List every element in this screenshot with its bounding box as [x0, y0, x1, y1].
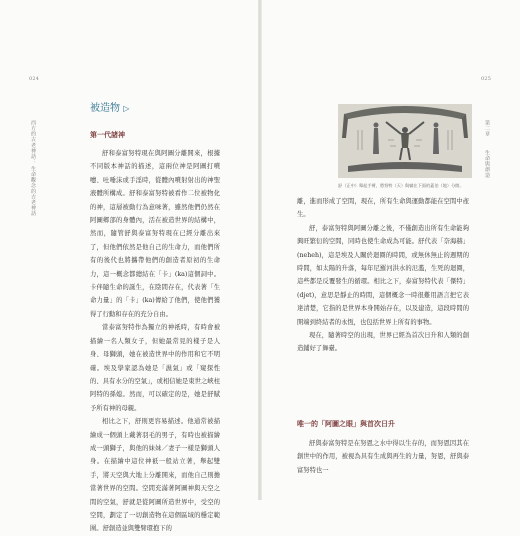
left-paragraph-2: 當泰富努特作為獨立的神祇時，有時會被描繪一名人類女子，但她最常見的樣子是人身、母獅頭，她在被造世界中的作用和它不明確。埃及學家認為她是「濕氣」或「窺探性的、具有水分的空氣」，或相信她是東世之峽柱阿特的孫媳。然而，可以確定的是，她是舒賦予所有神的母親。 [90, 324, 220, 412]
left-page-number: 024 [29, 76, 40, 82]
section-marker-icon: ▷ [123, 104, 130, 113]
right-body-text-last [297, 437, 469, 477]
subsection-title-eye-of-atum: 唯一的「阿圖之眼」與首次日升 [297, 420, 395, 428]
left-body-text [90, 147, 220, 536]
right-paragraph-3: 現在，隨著時空的出現，世界已經為首次日升和人類的創造鋪好了舞臺。 [297, 332, 469, 353]
right-paragraph-2: 舒，泰富努特與阿圖分離之後，不僅創造出所有生命能夠興旺繁衍的空間，同時也使生命成為可能。舒代表「奈海赫」(neheh)，這是埃及人關於迴圈的時間，或無休無止的週期的時間，如太陽的升落，每年尼羅河洪水的氾濫，生死的迴圈，這些都是反覆發生的循環。相比之下，泰富努特代表「傑特」(djet)，意思是靜止的時間，這個概念一時很難用語言把它表達清楚，它指的是世界本身開始存在，以及建造，這段時間的開端到終結者的永恆，也包括世界上所有的事物。 [297, 224, 469, 326]
right-running-head-book: 第二章 [484, 120, 490, 137]
egyptian-papyrus-illustration [338, 104, 472, 178]
right-body-text [297, 195, 469, 356]
subsection-title-first-gods: 第一代諸神 [90, 131, 125, 139]
section-title [90, 99, 129, 114]
left-paragraph-1: 舒和泰富努特現在與阿圖分離開來，根據不同版本神話的描述，這兩位神是阿圖打噴嚏、吐唾沫或手淫時，從體內噴射射出的神聖液體所構成。舒和泰富努特被看作二位被物化的神，這層被動行為意味著，雖然他們仍然在阿圖鄉部的身體內，活在被造世界的結構中，然而，隨管舒與泰富努特現在已經分離出來了，但他們依然是他自己的生命力，而他們所有的後代也將攜帶他們的創造者原初的生命力，這一概念都總結在「卡」(ka)這個詞中。卡伴隨生命的誕生，在陰間存在，代表著「生命力量」的「卡」(ka)傳給了他們，使他們獲得了行動和存在的充分自由。 [90, 150, 220, 318]
left-running-head-book: 西方的古老神話： [30, 120, 36, 165]
right-page-number: 025 [481, 76, 492, 82]
left-running-head-chapter: 生命觀念的古老神話 [30, 166, 36, 217]
right-paragraph-1: 離，進而形成了空間，現在，所有生命與運動都能在空間中產生。 [297, 198, 469, 219]
figure-caption: 舒（正中）舉起手臂，將努特（天）與躺在下面的蓋伯（地）分開。 [338, 183, 464, 188]
papyrus-drawing [338, 104, 472, 178]
section-title-text: 被造物 [90, 103, 120, 114]
book-gutter [258, 0, 262, 500]
right-running-head-chapter: 生命與創造 [484, 150, 490, 178]
left-paragraph-3: 相比之下，舒則更容易描述。他通常被描繪成一個頭上戴著羽毛的男子，有時也被描繪成一頭獅子，與他的妹妹／妻子一樣是獅頭人身。在描繪中這位神祇一般站立著，舉起雙手，將天空與大地上分離開來，而他自己則擔當著世界的空間。空間充滿著阿圖神與天空之間的空氣，舒就是從阿圖所造世界中，受空的空間，劃定了一切創造物在這個區域的穩定範圍。舒創造並與雙臂環抱下的 [90, 418, 220, 533]
right-paragraph-last: 舒與泰富努特是在努恩之水中得以生存的，而努恩因其在創世中的作用，被視為具有生成與再生的力量，努恩，舒與泰富努特也一 [297, 440, 469, 474]
